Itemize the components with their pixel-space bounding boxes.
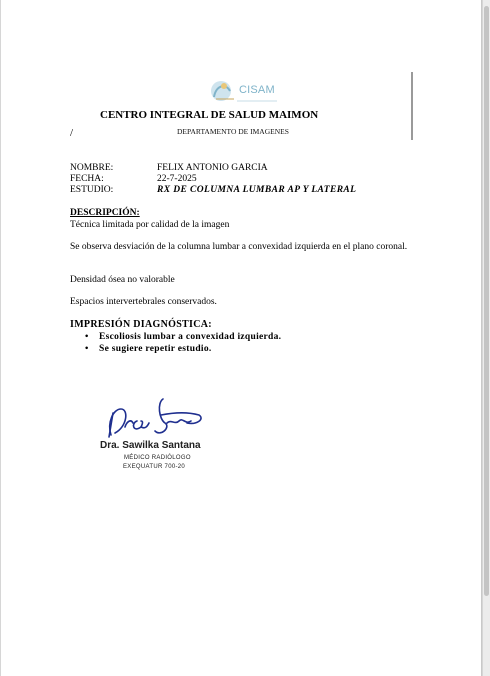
description-heading: DESCRIPCIÓN: [70,208,140,218]
finding-density: Densidad ósea no valorable [70,275,175,285]
study-value: RX DE COLUMNA LUMBAR AP Y LATERAL [157,185,357,195]
impression-list [85,331,281,355]
stray-mark: / [70,127,74,139]
impression-heading: IMPRESIÓN DIAGNÓSTICA: [70,319,212,330]
date-label: FECHA: [70,174,104,184]
list-item: • Se sugiere repetir estudio. [85,344,212,354]
doctor-exequatur: EXEQUATUR 700-20 [123,464,186,470]
margin-line [411,72,413,140]
document-page [1,0,482,676]
date-value: 22-7-2025 [157,174,197,184]
list-item: • Escoliosis lumbar a convexidad izquierda. [85,332,282,342]
scrollbar-thumb[interactable] [484,6,489,596]
handwritten-signature [101,393,211,443]
doctor-name: Dra. Sawilka Santana [100,440,201,451]
study-label: ESTUDIO: [70,185,114,195]
technique-text: Técnica limitada por calidad de la imagen [70,220,230,230]
finding-spaces: Espacios intervertebrales conservados. [70,297,217,307]
department-name: DEPARTAMENTO DE IMAGENES [177,127,289,136]
logo-text: CISAM [239,84,275,96]
finding-curvature: Se observa desviación de la columna lumbar a convexidad izquierda en el plano coronal. [70,242,408,252]
vertical-scrollbar[interactable] [483,0,490,676]
doctor-role: MÉDICO RADIÓLOGO [124,455,191,461]
name-value: FELIX ANTONIO GARCIA [157,163,268,173]
name-label: NOMBRE: [70,163,114,173]
institution-name: CENTRO INTEGRAL DE SALUD MAIMON [100,109,319,121]
